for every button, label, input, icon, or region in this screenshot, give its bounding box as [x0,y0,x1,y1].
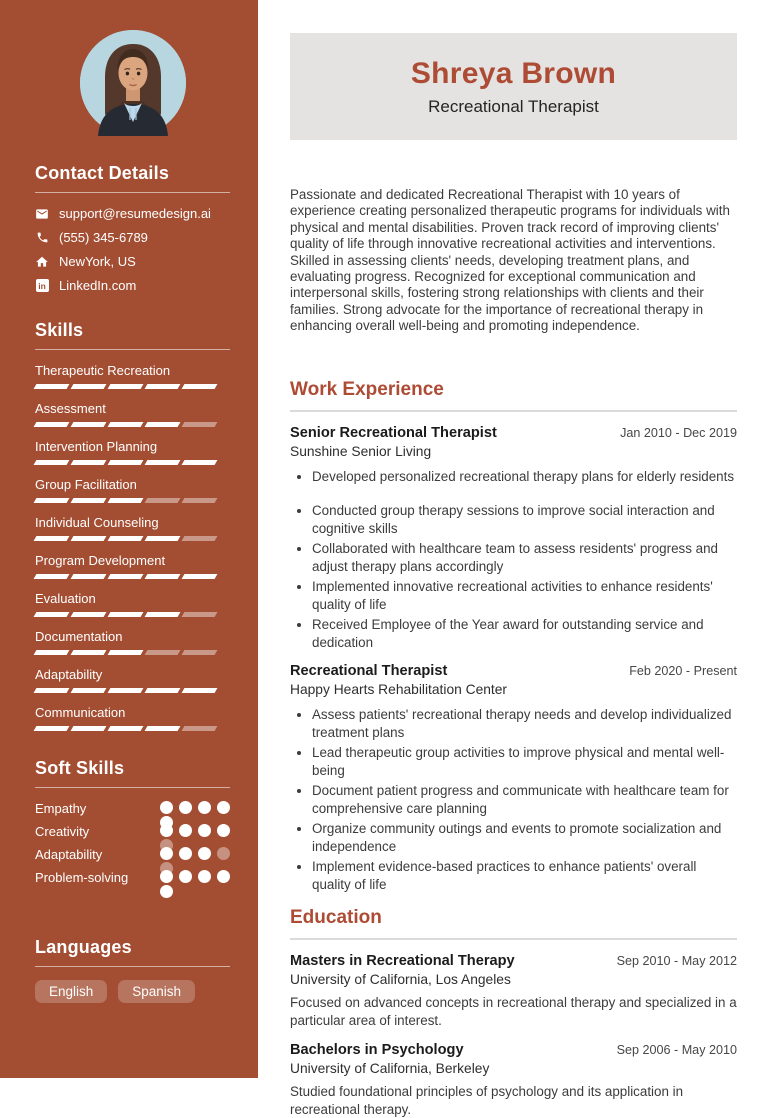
skill-item [35,553,230,579]
linkedin-icon: in [35,279,49,293]
skill-item [35,629,230,655]
skill-bar [35,384,230,389]
skill-label: Evaluation [35,591,96,606]
job-bullet: • Document patient progress and communicate with healthcare team for comprehensive care planning [312,782,737,817]
skill-label: Individual Counseling [35,515,159,530]
job-title: Recreational Therapist [290,663,448,680]
skill-item [35,515,230,541]
education-description: Focused on advanced concepts in recreational therapy and specialized in a particular area of interest. [290,995,737,1028]
job-dates: Feb 2020 - Present [629,664,737,679]
skill-bar [35,460,230,465]
job-bullet: • Organize community outings and events to promote socialization and independence [312,820,737,855]
contact-section [35,163,230,293]
sidebar [0,0,258,1078]
job-bullet: • Lead therapeutic group activities to improve physical and mental well-being [312,744,737,779]
job-bullets [290,468,737,652]
degree-title: Bachelors in Psychology [290,1042,464,1059]
education-title: Education [290,907,737,940]
work-experience-title: Work Experience [290,379,737,412]
contact-location [35,254,230,269]
skill-bar [35,688,230,693]
skills-section [35,320,230,731]
job-bullet: • Implemented innovative recreational activities to enhance residents' quality of life [312,578,737,613]
job-bullet: • Assess patients' recreational therapy needs and develop individualized treatment plans [312,706,737,741]
name-header [290,33,737,140]
rating-dots [160,801,230,814]
profile-summary: Passionate and dedicated Recreational Therapist with 10 years of experience creating personalized therapeutic programs for individuals with physical and mental disabilities. Proven track record of improving clients' quality of life through innovative recreational activities and interventions. Skilled in assessing clients' needs, developing treatment plans, and evaluating progress. Recognized for exceptional communication and interpersonal skills, fostering strong relationships with clients and their families. Strong advocate for the importance of recreational therapy in enhancing overall well-being and promoting independence. [290,187,730,334]
job-entry [290,663,737,893]
education-description: Studied foundational principles of psychology and its application in recreational therapy. [290,1084,684,1117]
languages-section-title: Languages [35,937,230,967]
skill-label: Group Facilitation [35,477,137,492]
avatar-illustration [80,30,186,136]
skills-section-title: Skills [35,320,230,350]
phone-icon [35,231,49,245]
contact-phone-text: (555) 345-6789 [59,230,148,245]
contact-location-text: NewYork, US [59,254,136,269]
degree-title: Masters in Recreational Therapy [290,953,515,970]
job-bullet: • Implement evidence-based practices to enhance patients' overall quality of life [312,858,737,893]
education-dates: Sep 2010 - May 2012 [616,954,737,969]
person-name: Shreya Brown [410,56,617,90]
rating-dots [160,847,230,860]
job-bullet: • Collaborated with healthcare team to assess residents' progress and adjust therapy plans accordingly [312,540,737,575]
skill-label: Therapeutic Recreation [35,363,171,378]
job-title: Senior Recreational Therapist [290,424,497,441]
skill-item [35,439,230,465]
job-dates: Jan 2010 - Dec 2019 [620,425,737,440]
skill-bar [35,612,230,617]
soft-skill-item [35,870,230,893]
skill-item [35,477,230,503]
education-dates: Sep 2006 - May 2010 [616,1043,737,1058]
skill-bar [35,650,230,655]
soft-skills-section-title: Soft Skills [35,758,230,788]
job-company: Happy Hearts Rehabilitation Center [290,682,508,698]
education-section [290,907,737,1118]
skill-bar [35,422,230,427]
contact-linkedin-text: LinkedIn.com [59,278,137,293]
education-entry [290,1042,737,1118]
work-experience-section [290,379,737,894]
job-bullet: • Conducted group therapy sessions to improve social interaction and cognitive skills [312,502,737,537]
contact-email-text: support@resumedesign.ai [59,206,211,221]
skill-item [35,705,230,731]
language-pill: Spanish [118,980,195,1003]
education-entry [290,953,737,1029]
profile-photo [80,30,186,136]
soft-skills-list [35,801,230,893]
job-entry [290,425,737,652]
skill-bar [35,574,230,579]
contact-phone [35,230,230,245]
languages-list [35,980,230,1003]
school-name: University of California, Berkeley [290,1061,490,1077]
skill-label: Communication [35,705,126,720]
soft-skill-item [35,801,230,824]
skill-label: Assessment [35,401,106,416]
soft-skill-label: Adaptability [35,847,103,862]
skill-label: Adaptability [35,667,103,682]
person-job-title: Recreational Therapist [428,96,599,116]
job-bullet: • Developed personalized recreational therapy plans for elderly residents [312,468,737,486]
skill-label: Program Development [35,553,166,568]
skill-bar [35,536,230,541]
email-icon [35,207,49,221]
rating-dots [160,824,230,837]
soft-skill-label: Empathy [35,801,87,816]
rating-dots [160,870,230,883]
main-content [258,0,768,1117]
home-icon [35,255,49,269]
skill-label: Documentation [35,629,123,644]
languages-section [35,937,230,1003]
soft-skill-item [35,847,230,870]
skill-bar [35,726,230,731]
soft-skill-item [35,824,230,847]
language-pill: English [35,980,107,1003]
contact-section-title: Contact Details [35,163,230,193]
job-bullet: • Received Employee of the Year award for outstanding service and dedication [312,616,737,651]
soft-skills-section [35,758,230,893]
job-company: Sunshine Senior Living [290,443,432,459]
skill-item [35,591,230,617]
skill-item [35,401,230,427]
skill-item [35,363,230,389]
soft-skill-label: Creativity [35,824,90,839]
school-name: University of California, Los Angeles [290,972,511,988]
contact-linkedin[interactable] [35,278,230,293]
job-bullets [290,706,737,893]
skill-item [35,667,230,693]
skill-bar [35,498,230,503]
skill-label: Intervention Planning [35,439,158,454]
contact-email[interactable] [35,206,230,221]
soft-skill-label: Problem-solving [35,870,129,885]
